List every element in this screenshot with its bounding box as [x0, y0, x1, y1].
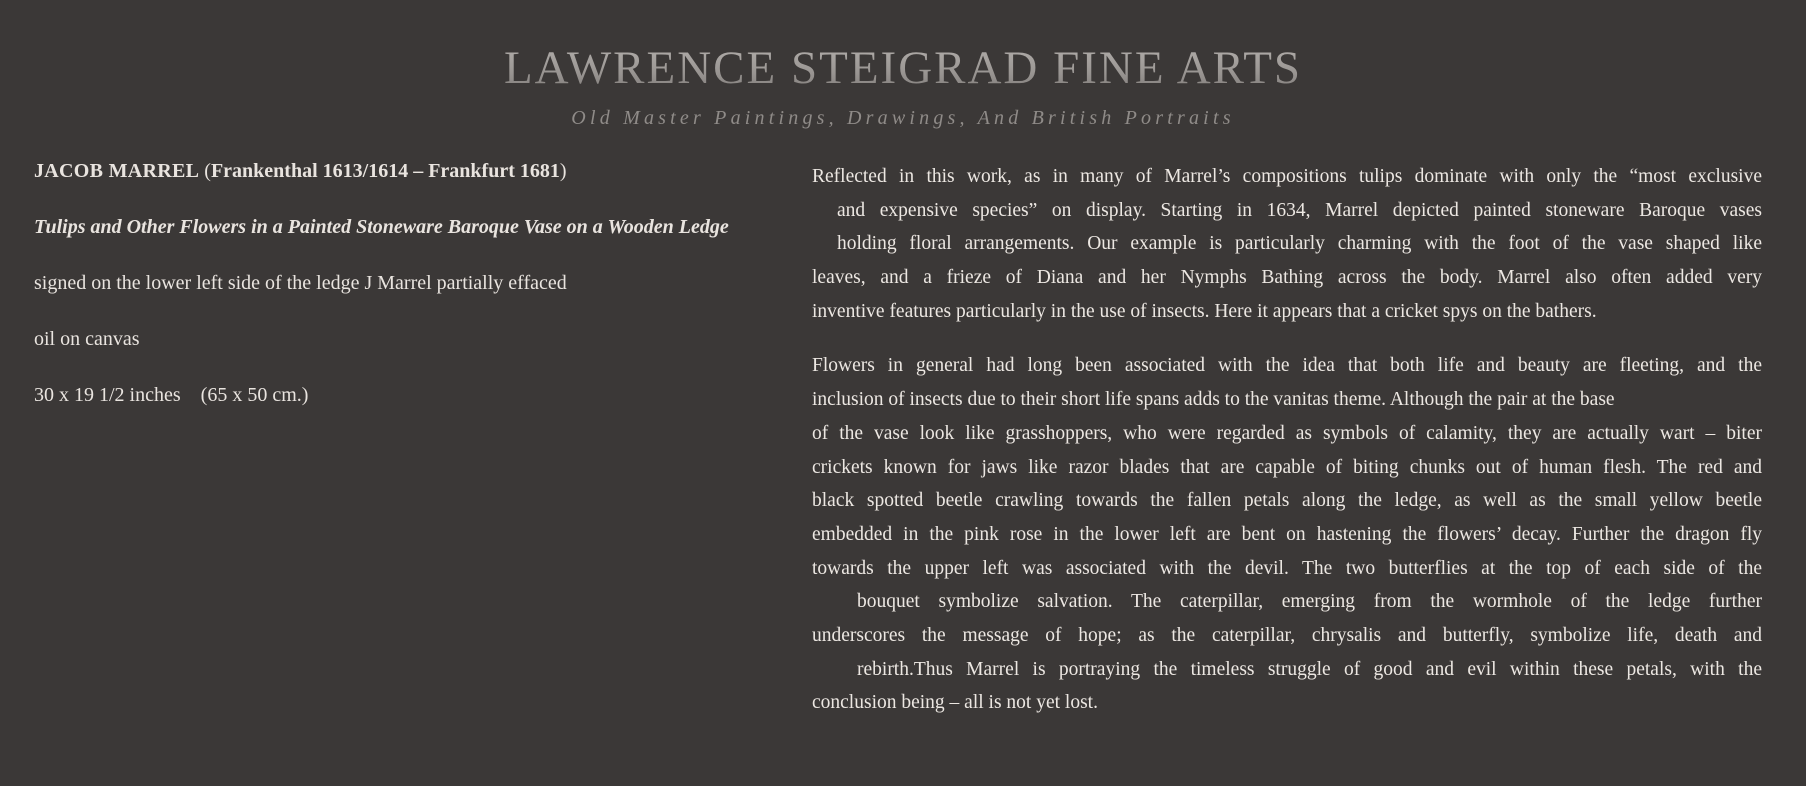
- text-line: Flowers in general had long been associated with the idea that both life and beauty are fleeting, and the: [812, 355, 1762, 377]
- dimensions-inches: 30 x 19 1/2 inches: [34, 384, 181, 406]
- text-line: rebirth.Thus Marrel is portraying the timeless struggle of good and evil within these petals, with the: [857, 658, 1762, 680]
- text-line: inclusion of insects due to their short life spans adds to the vanitas theme. Although the pair at the base: [812, 389, 1615, 411]
- artist-dates-close-paren: ): [559, 160, 567, 182]
- description-paragraph-2: [812, 349, 1762, 720]
- artwork-dimensions: [34, 378, 794, 412]
- text-line: conclusion being – all is not yet lost.: [812, 692, 1098, 714]
- text-line: underscores the message of hope; as the caterpillar, chrysalis and butterfly, symbolize life, death and: [812, 624, 1762, 646]
- artist-dates: Frankenthal 1613/1614 – Frankfurt 1681: [210, 160, 560, 182]
- site-title[interactable]: LAWRENCE STEIGRAD FINE ARTS: [0, 38, 1806, 98]
- artist-dates-open-paren: (: [204, 160, 211, 182]
- text-line: and expensive species” on display. Starting in 1634, Marrel depicted painted stoneware Baroque vases: [837, 199, 1762, 221]
- site-subtitle: Old Master Paintings, Drawings, And British Portraits: [571, 107, 1235, 129]
- artwork-medium: oil on canvas: [34, 328, 140, 350]
- artist-line: [34, 154, 794, 188]
- text-line: towards the upper left was associated with the devil. The two butterflies at the top of each side of the: [812, 557, 1762, 579]
- artwork-description: [812, 160, 1762, 741]
- text-line: leaves, and a frieze of Diana and her Nymphs Bathing across the body. Marrel also often added very: [812, 267, 1762, 289]
- text-line: inventive features particularly in the use of insects. Here it appears that a cricket spys on the bathers.: [812, 300, 1597, 322]
- artwork-details: [34, 154, 794, 434]
- artwork-title: Tulips and Other Flowers in a Painted Stoneware Baroque Vase on a Wooden Ledge: [34, 216, 729, 238]
- artist-name: JACOB MARREL: [34, 160, 200, 182]
- dimensions-cm: (65 x 50 cm.): [200, 384, 309, 406]
- text-line: Reflected in this work, as in many of Marrel’s compositions tulips dominate with only the “most exclusive: [812, 166, 1762, 187]
- text-line: crickets known for jaws like razor blades that are capable of biting chunks out of human flesh. The red and: [812, 456, 1762, 478]
- text-line: embedded in the pink rose in the lower left are bent on hastening the flowers’ decay. Further the dragon fly: [812, 523, 1762, 545]
- text-line: bouquet symbolize salvation. The caterpillar, emerging from the wormhole of the ledge further: [857, 591, 1762, 613]
- text-line: black spotted beetle crawling towards the fallen petals along the ledge, as well as the small yellow beetle: [812, 490, 1762, 512]
- artwork-signature: signed on the lower left side of the ledge J Marrel partially effaced: [34, 272, 567, 294]
- description-paragraph-1: [812, 160, 1762, 328]
- text-line: holding floral arrangements. Our example is particularly charming with the foot of the vase shaped like: [837, 233, 1762, 255]
- text-line: of the vase look like grasshoppers, who were regarded as symbols of calamity, they are actually wart – biter: [812, 422, 1762, 444]
